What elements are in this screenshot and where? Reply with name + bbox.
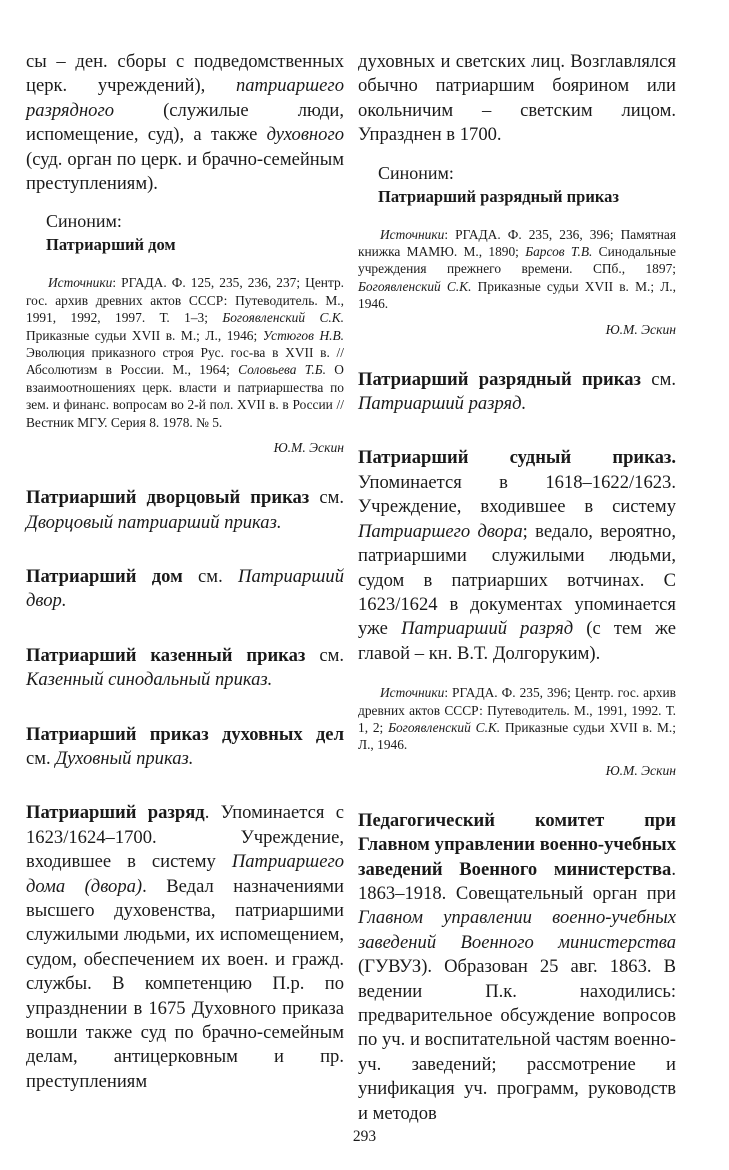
author-signature-right-1: Ю.М. Эскин	[605, 321, 676, 337]
entry-patriarshy-sudny-prikaz: Патриарший судный приказ. Упоминается в 1618–1622/1623. Учреждение, входившее в систему Патриаршего двора; ведало, вероятно, патриаршими служилыми людьми, судом в патриарших вотчинах. С 1623/1624 в документах упоминается уже Патриарший разряд (с тем же главой – кн. В.Т. Долгоруким).	[358, 447, 676, 664]
entry-patriarshy-prikaz-dukhovnykh-del: Патриарший приказ духовных дел см. Духовный приказ.	[26, 723, 344, 769]
entry-pedagogichesky-komitet: Педагогический комитет при Главном управлении военно-учебных заведений Военного министерства. 1863–1918. Совещательный орган при Главном управлении военно-учебных заведений Военного министерства (ГУВУЗ). Образован 25 авг. 1863. В ведении П.к. находились: предварительное обсуждение вопросов по уч. и воспитательной частям военно-уч. заведений; рассмотрение и унификация уч. программ, руководств и методов	[358, 809, 676, 1124]
entry-patriarshy-kazenny-prikaz: Патриарший казенный приказ см. Казенный синодальный приказ.	[26, 644, 344, 691]
synonym-term: Патриарший разрядный приказ	[378, 186, 619, 206]
synonym-term: Патриарший дом	[46, 235, 176, 255]
author-signature: Ю.М. Эскин	[273, 440, 344, 456]
sources-block-right-1: Источники: РГАДА. Ф. 235, 236, 396; Памятная книжка МАМЮ. М., 1890; Барсов Т.В. Синодальные учреждения прежнего времени. СПб., 1897; Богоявленский С.К. Приказные судьи XVII в. М.; Л., 1946.	[358, 226, 676, 312]
synonym-label: Синоним:	[378, 162, 454, 183]
synonym-block-right	[378, 162, 676, 208]
entry-patriarshy-razryad: Патриарший разряд. Упоминается с 1623/1624–1700. Учреждение, входившее в систему Патриаршего дома (двора). Ведал назначениями высшего духовенства, патриаршими служилыми людьми, их испомещением, судом, обеспечением их воен. и гражд. службы. В компетенцию П.р. по упразднении в 1675 Духовного приказа вошли также суд по брачно-семейным делам, антицерковным и пр. преступлениям	[26, 802, 344, 1092]
continued-entry-text-right: духовных и светских лиц. Возглавлялся обычно патриаршим боярином или окольничим – светским лицом. Упразднен в 1700.	[358, 51, 676, 146]
entry-patriarshy-dvortsovy-prikaz: Патриарший дворцовый приказ см. Дворцовый патриарший приказ.	[26, 487, 344, 533]
right-column	[358, 50, 676, 1126]
entry-patriarshy-dom: Патриарший дом см. Патриарший двор.	[26, 565, 344, 612]
page-number: 293	[352, 1128, 377, 1145]
sources-block-right-2: Источники: РГАДА. Ф. 235, 396; Центр. гос. архив древних актов СССР: Путеводитель. М., 1991, 1992. Т. 1, 2; Богоявленский С.К. Приказные судьи XVII в. М.; Л., 1946.	[358, 685, 676, 753]
synonym-label: Синоним:	[46, 211, 122, 232]
synonym-block	[46, 210, 344, 256]
entry-patriarshy-razryadny-prikaz: Патриарший разрядный приказ см. Патриарший разряд.	[358, 368, 676, 415]
left-column	[26, 50, 344, 1094]
author-signature-right-2: Ю.М. Эскин	[605, 762, 676, 778]
sources-block: Источники: РГАДА. Ф. 125, 235, 236, 237; Центр. гос. архив древних актов СССР: Путеводитель. М., 1991, 1992, 1997. Т. 1–3; Богоявленский С.К. Приказные судьи XVII в. М.; Л., 1946; Устюгов Н.В. Эволюция приказного строя Рус. гос-ва в XVII в. // Абсолютизм в России. М., 1964; Соловьева Т.Б. О взаимоотношениях церк. власти и патриаршества по зем. и финанс. вопросам во 2-й пол. XVII в. в России // Вестник МГУ. Серия 8. 1978. № 5.	[26, 275, 345, 430]
continued-entry-text: сы – ден. сборы с подведомственных церк. учреждений), патриаршего разрядного (служилые люди, испомещение, суд), а также духовного (суд. орган по церк. и брачно-семейным преступлениям).	[26, 51, 344, 195]
